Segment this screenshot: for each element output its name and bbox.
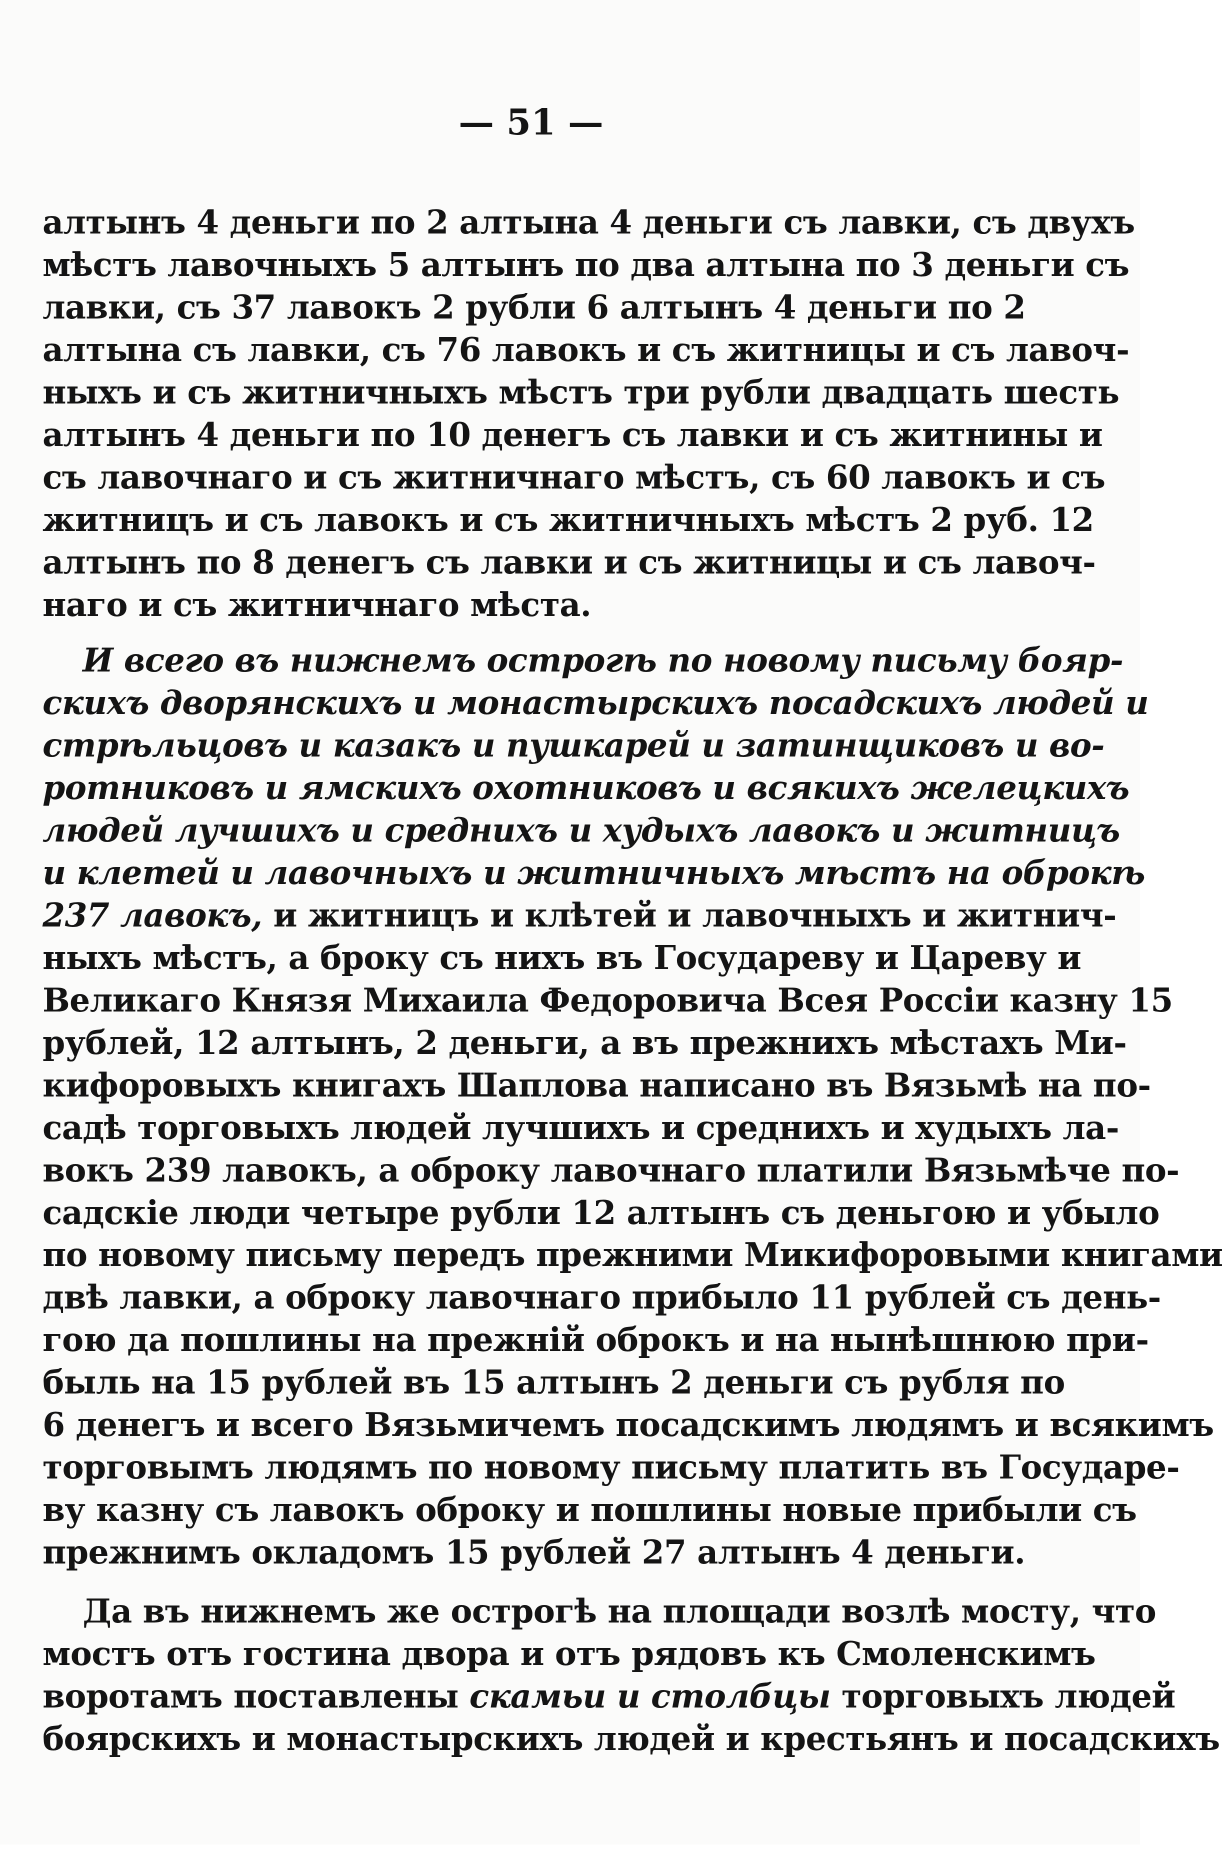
italic-text-line: и клетей и лавочныхъ и житничныхъ мѣстъ на оброкѣ (42, 854, 1145, 893)
text-line: съ лавочнаго и съ житничнаго мѣстъ, съ 60 лавокъ и съ (42, 459, 1106, 497)
italic-segment: скамьи и столбцы (469, 1678, 831, 1716)
text-line: гою да пошлины на прежній оброкъ и на нынѣшнюю при- (42, 1321, 1149, 1360)
text-line: боярскихъ и монастырскихъ людей и крестьянъ и посадскихъ (42, 1720, 1220, 1759)
italic-text-line: ротниковъ и ямскихъ охотниковъ и всякихъ желецкихъ (42, 769, 1130, 808)
text-line: Да въ нижнемъ же острогѣ на площади возлѣ мосту, что (82, 1593, 1157, 1631)
text-line: вокъ 239 лавокъ, а оброку лавочнаго платили Вязьмѣче по- (42, 1151, 1180, 1190)
italic-text-line: стрѣльцовъ и казакъ и пушкарей и затинщиковъ и во- (42, 726, 1105, 765)
text-line: ву казну съ лавокъ оброку и пошлины новые прибыли съ (42, 1491, 1137, 1530)
text-line: 6 денегъ и всего Вязьмичемъ посадскимъ людямъ и всякимъ (42, 1406, 1214, 1445)
mixed-text-line (42, 895, 1117, 937)
text-line: Великаго Князя Михаила Федоровича Всея Россіи казну 15 (42, 981, 1173, 1020)
regular-segment: торговыхъ людей (841, 1678, 1176, 1716)
mixed-text-line (42, 1676, 1176, 1718)
italic-text-line: И всего въ нижнемъ острогѣ по новому письму бояр- (82, 641, 1124, 680)
text-line: алтына съ лавки, съ 76 лавокъ и съ житницы и съ лавоч- (42, 331, 1130, 370)
text-line: по новому письму передъ прежними Микифоровыми книгами (42, 1236, 1223, 1275)
text-line: ныхъ мѣстъ, а броку съ нихъ въ Государеву и Цареву и (42, 939, 1082, 978)
text-line: алтынъ 4 деньги по 2 алтына 4 деньги съ лавки, съ двухъ (42, 204, 1135, 242)
regular-segment: и житницъ и клѣтей и лавочныхъ и житнич- (273, 896, 1117, 935)
text-line: рублей, 12 алтынъ, 2 деньги, а въ прежнихъ мѣстахъ Ми- (42, 1024, 1127, 1063)
text-line: кифоровыхъ книгахъ Шаплова написано въ Вязьмѣ на по- (42, 1066, 1151, 1105)
text-line: лавки, съ 37 лавокъ 2 рубли 6 алтынъ 4 деньги по 2 (42, 289, 1026, 327)
italic-segment: 237 лавокъ, (42, 896, 263, 935)
text-line: алтынъ по 8 денегъ съ лавки и съ житницы и съ лавоч- (42, 544, 1096, 582)
text-line: наго и съ житничнаго мѣста. (42, 586, 592, 625)
text-line: двѣ лавки, а оброку лавочнаго прибыло 11 рублей съ день- (42, 1279, 1161, 1317)
text-line: садскіе люди четыре рубли 12 алтынъ съ деньгою и убыло (42, 1194, 1160, 1233)
text-line: ныхъ и съ житничныхъ мѣстъ три рубли двадцать шесть (42, 374, 1120, 412)
page-number: — 51 — (458, 102, 604, 144)
text-line: торговымъ людямъ по новому письму платить въ Государе- (42, 1449, 1180, 1487)
text-line: прежнимъ окладомъ 15 рублей 27 алтынъ 4 деньги. (42, 1534, 1026, 1572)
text-line: быль на 15 рублей въ 15 алтынъ 2 деньги съ рубля по (42, 1364, 1065, 1402)
text-line: мостъ отъ гостина двора и отъ рядовъ къ Смоленскимъ (42, 1635, 1096, 1674)
italic-text-line: людей лучшихъ и среднихъ и худыхъ лавокъ и житницъ (42, 811, 1120, 850)
text-line: мѣстъ лавочныхъ 5 алтынъ по два алтына по 3 деньги съ (42, 246, 1130, 285)
regular-segment: воротамъ поставлены (42, 1678, 459, 1716)
text-line: садѣ торговыхъ людей лучшихъ и среднихъ и худыхъ ла- (42, 1109, 1119, 1148)
italic-text-line: скихъ дворянскихъ и монастырскихъ посадскихъ людей и (42, 684, 1149, 723)
text-line: житницъ и съ лавокъ и съ житничныхъ мѣстъ 2 руб. 12 (42, 501, 1094, 540)
text-line: алтынъ 4 деньги по 10 денегъ съ лавки и съ житнины и (42, 416, 1103, 455)
